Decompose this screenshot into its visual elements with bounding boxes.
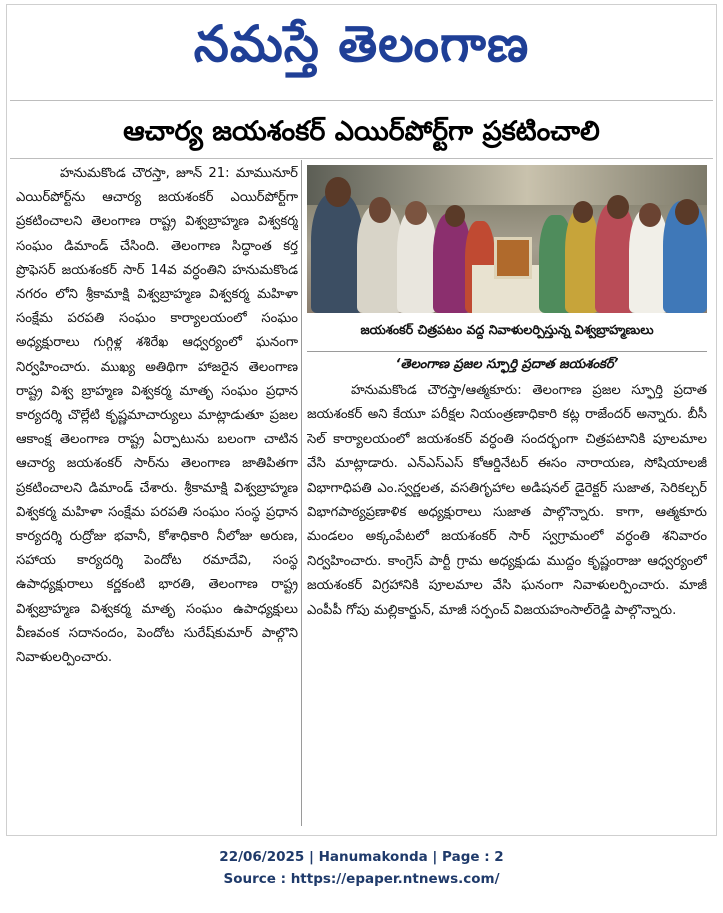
article-headline: ఆచార్య జయశంకర్ ఎయిర్‌పోర్ట్‌గా ప్రకటించాలి — [123, 116, 600, 147]
article-paragraph: హనుమకొండ చౌరస్తా, జూన్ 21: మామునూర్ ఎయిర్‌పోర్ట్‌ను ఆచార్య జయశంకర్ ఎయిర్‌పోర్ట్‌గా ప్రకటించాలని తెలంగాణ రాష్ట్ర విశ్వబ్రాహ్మణ విశ్వకర్మ సంఘం డిమాండ్ చేసింది. తెలంగాణ సిద్ధాంత కర్త ప్రొఫెసర్ జయశంకర్ సార్ 14వ వర్ధంతిని హనుమకొండ నగరం లోని శ్రీకామాక్షి విశ్వబ్రాహ్మణ విశ్వకర్మ మహిళా సంక్షేమ పరపతి సంఘం కార్యాలయంలో సంఘం అధ్యక్షురాలు గుగ్గిళ్ల శశిరేఖ ఆధ్వర్యంలో ఘనంగా నిర్వహించారు. ముఖ్య అతిథిగా హాజరైన తెలంగాణ రాష్ట్ర విశ్వ బ్రాహ్మణ విశ్వకర్మ మాతృ సంఘం ప్రధాన కార్యదర్శి చొల్లేటి కృష్ణమాచార్యులు మాట్లాడుతూ ప్రజల ఆకాంక్ష తెలంగాణ రాష్ట్ర ఏర్పాటును బలంగా చాటిన ఆచార్య జయశంకర్ సార్‌ను తెలంగాణ జాతిపితగా ప్రకటించాలని డిమాండ్ చేశారు. శ్రీకామాక్షి విశ్వబ్రాహ్మణ విశ్వకర్మ మహిళా సంక్షేమ పరపతి సంఘం సంస్థ ప్రధాన కార్యదర్శి రుద్రోజు భవానీ, కోశాధికారి నీలోజు అరుణ, సహాయ కార్యదర్శి పెందోట రమాదేవి, సంస్థ ఉపాధ్యక్షురాలు కర్ణకంటి భారతి, తెలంగాణ రాష్ట్ర విశ్వబ్రాహ్మణ విశ్వకర్మ మాతృ సంఘం ఉపాధ్యక్షులు వీణవంక సదానందం, పెందోట సురేష్‌కుమార్ పాల్గొని నివాళులర్పించారు. — [16, 166, 298, 666]
photo-background-wall — [307, 165, 707, 205]
secondary-headline: ‘తెలంగాణ ప్రజల స్ఫూర్తి ప్రదాత జయశంకర్’ — [395, 357, 619, 372]
news-photo — [307, 165, 707, 313]
photo-head — [675, 199, 699, 225]
portrait-frame — [494, 237, 532, 279]
photo-person — [311, 193, 363, 313]
photo-head — [607, 195, 629, 219]
photo-caption: జయశంకర్ చిత్రపటం వద్ద నివాళులర్పిస్తున్న విశ్వబ్రాహ్మణులు — [307, 313, 707, 347]
column-divider — [301, 160, 302, 826]
page-footer — [0, 846, 723, 890]
photo-head — [325, 177, 351, 207]
edition-info: 22/06/2025 | Hanumakonda | Page : 2 — [219, 849, 504, 865]
secondary-article-body — [307, 379, 707, 824]
photo-head — [573, 201, 593, 223]
photo-head — [445, 205, 465, 227]
photo-head — [639, 203, 661, 227]
masthead-divider — [10, 100, 713, 101]
headline-divider — [10, 158, 713, 159]
photo-head — [369, 197, 391, 223]
photo-head — [405, 201, 427, 225]
photo-person — [565, 209, 599, 313]
section-divider — [307, 351, 707, 352]
source-link[interactable]: Source : https://epaper.ntnews.com/ — [223, 871, 500, 887]
article-paragraph: హనుమకొండ చౌరస్తా/ఆత్మకూరు: తెలంగాణ ప్రజల స్ఫూర్తి ప్రదాత జయశంకర్ అని కేయూ పరీక్షల నియంత్రణాధికారి కట్ల రాజేందర్ అన్నారు. బీసీ సెల్ కార్యాలయంలో జయశంకర్ వర్ధంతి సందర్భంగా చిత్రపటానికి పూలమాల వేసి మాట్లాడారు. ఎన్ఎస్ఎస్ కోఆర్డినేటర్ ఈసం నారాయణ, సోషియాలజీ విభాగాధిపతి ఎం.స్వర్ణలత, వసతిగృహాల అడిషనల్ డైరెక్టర్ సుజాత, సెరికల్చర్ విభాగపాఠ్యప్రణాళిక అధ్యక్షురాలు సుజాత పాల్గొన్నారు. కాగా, ఆత్మకూరు మండలం అక్కంపేటలో జయశంకర్ సార్ స్వగ్రామంలో వర్ధంతి శనివారం నిర్వహించారు. కాంగ్రెస్ పార్టీ గ్రామ అధ్యక్షుడు ముద్దం కృష్ణంరాజు ఆధ్వర్యంలో జయశంకర్ విగ్రహానికి పూలమాల వేసి ఘనంగా నివాళులర్పించారు. మాజీ ఎంపీపీ గోపు మల్లికార్జున్, మాజీ సర్పంచ్ విజయహంసాల్‌రెడ్డి పాల్గొన్నారు. — [307, 383, 707, 618]
article-body-left-column — [16, 162, 298, 822]
newspaper-masthead: నమస్తే తెలంగాణ — [193, 14, 530, 73]
